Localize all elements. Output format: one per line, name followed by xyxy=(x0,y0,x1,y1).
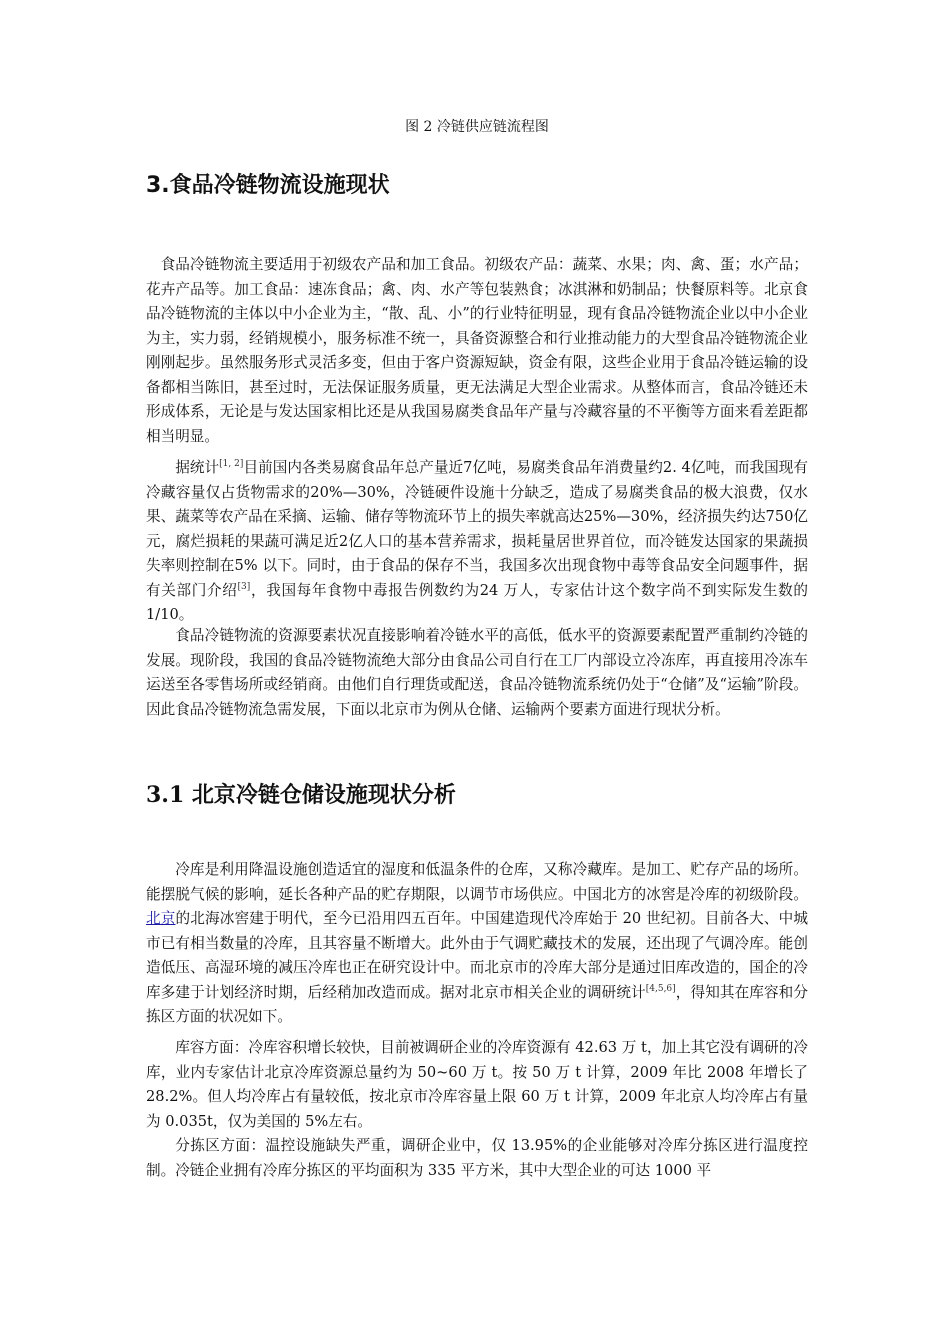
text-run: ，我国每年食物中毒报告例数约为24 万人，专家估计这个数字尚不到实际发生数的1/10。 xyxy=(146,581,808,623)
citation-ref: [3] xyxy=(237,581,251,592)
text-run: 据统计 xyxy=(175,459,220,476)
paragraph-text: 分拣区方面：温控设施缺失严重，调研企业中，仅 13.95%的企业能够对冷库分拣区进行温度控制。冷链企业拥有冷库分拣区的平均面积为 335 平方米，其中大型企业的可达 1000 平 xyxy=(146,1137,808,1179)
section-3-1-heading: 3.1 北京冷链仓储设施现状分析 xyxy=(146,782,456,808)
paragraph-text xyxy=(146,858,808,1030)
figure-caption: 图 2 冷链供应链流程图 xyxy=(405,119,549,135)
section-3-paragraph-1 xyxy=(146,253,808,449)
text-run: ，得知其在库容和分拣区方面的状况如下。 xyxy=(146,983,808,1025)
citation-ref: [4,5,6] xyxy=(645,983,676,994)
paragraph-text: 食品冷链物流的资源要素状况直接影响着冷链水平的高低，低水平的资源要素配置严重制约冷链的发展。现阶段，我国的食品冷链物流绝大部分由食品公司自行在工厂内部设立冷冻库，再直接用冷冻车运送至各零售场所或经销商。由他们自行理货或配送，食品冷链物流系统仍处于“仓储”及“运输”阶段。因此食品冷链物流急需发展，下面以北京市为例从仓储、运输两个要素方面进行现状分析。 xyxy=(146,627,808,718)
section-3-paragraph-3 xyxy=(146,624,808,722)
section-3-heading: 3.食品冷链物流设施现状 xyxy=(146,173,390,198)
paragraph-text: 食品冷链物流主要适用于初级农产品和加工食品。初级农产品：蔬菜、水果；肉、禽、蛋；水产品；花卉产品等。加工食品：速冻食品；禽、肉、水产等包装熟食；冰淇淋和奶制品；快餐原料等。北京食品冷链物流的主体以中小企业为主，“散、乱、小”的行业特征明显，现有食品冷链物流企业以中小企业为主，实力弱，经销规模小，服务标准不统一，具备资源整合和行业推动能力的大型食品冷链物流企业刚刚起步。虽然服务形式灵活多变，但由于客户资源短缺，资金有限，这些企业用于食品冷链运输的设备都相当陈旧，甚至过时，无法保证服务质量，更无法满足大型企业需求。从整体而言，食品冷链还未形成体系，无论是与发达国家相比还是从我国易腐类食品年产量与冷藏容量的不平衡等方面来看差距都相当明显。 xyxy=(146,256,808,445)
text-run: 目前国内各类易腐食品年总产量近7亿吨，易腐类食品年消费量约2. 4亿吨，而我国现有冷藏容量仅占货物需求的20%—30%，冷链硬件设施十分缺乏，造成了易腐类食品的极大浪费，仅水果、蔬菜等农产品在采摘、运输、储存等物流环节上的损失率就高达25%—30%，经济损失约达750亿元，腐烂损耗的果蔬可满足近2亿人口的基本营养需求，损耗量居世界首位，而冷链发达国家的果蔬损失率则控制在5% 以下。同时，由于食品的保存不当，我国多次出现食物中毒等食品安全问题事件，据有关部门介绍 xyxy=(146,459,808,599)
text-run: 冷库是利用降温设施创造适宜的湿度和低温条件的仓库，又称冷藏库。是加工、贮存产品的场所。能摆脱气候的影响，延长各种产品的贮存期限，以调节市场供应。中国北方的冰窖是冷库的初级阶段。 xyxy=(146,861,808,903)
beijing-link[interactable]: 北京 xyxy=(146,910,176,927)
paragraph-text: 库容方面：冷库容积增长较快，目前被调研企业的冷库资源有 42.63 万 t，加上其它没有调研的冷库，业内专家估计北京冷库资源总量约为 50~60 万 t。按 50 万 t 计算，2009 年比 2008 年增长了 28.2%。但人均冷库占有量较低，按北京市冷库容量上限 60 万 t 计算，2009 年北京人均冷库占有量为 0.035t，仅为美国的 5%左右。 xyxy=(146,1039,808,1130)
section-3-1-paragraph-2 xyxy=(146,1036,808,1134)
paragraph-text xyxy=(146,456,808,628)
citation-ref: [1, 2] xyxy=(219,459,244,469)
section-3-1-paragraph-3 xyxy=(146,1134,808,1183)
section-3-1-paragraph-1 xyxy=(146,858,808,1030)
section-3-paragraph-2 xyxy=(146,456,808,628)
text-run: 的北海冰窖建于明代，至今已沿用四五百年。中国建造现代冷库始于 20 世纪初。目前各大、中城市已有相当数量的冷库，且其容量不断增大。此外由于气调贮藏技术的发展，还出现了气调冷库。能创造低压、高湿环境的减压冷库也正在研究设计中。而北京市的冷库大部分是通过旧库改造的，国企的冷库多建于计划经济时期，后经稍加改造而成。据对北京市相关企业的调研统计 xyxy=(146,910,808,1001)
